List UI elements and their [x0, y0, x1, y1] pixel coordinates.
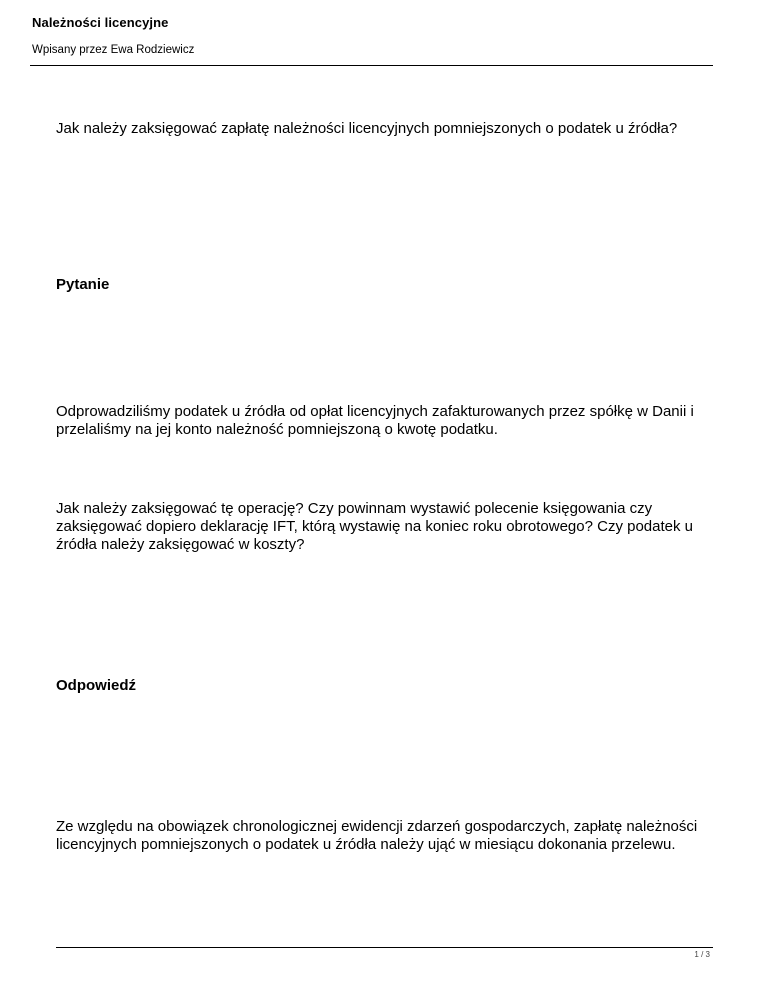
- document-author: Wpisany przez Ewa Rodziewicz: [32, 44, 195, 56]
- question-paragraph-1: Odprowadziliśmy podatek u źródła od opłat licencyjnych zafakturowanych przez spółkę w Danii i przelaliśmy na jej konto należność pomniejszoną o kwotę podatku.: [56, 403, 694, 438]
- question-intro-paragraph: Jak należy zaksięgować zapłatę należności licencyjnych pomniejszonych o podatek u źródła?: [56, 120, 678, 137]
- header-divider: [30, 65, 713, 66]
- question-paragraph-2: Jak należy zaksięgować tę operację? Czy powinnam wystawić polecenie księgowania czy zaksięgować dopiero deklarację IFT, którą wystawię na koniec roku obrotowego? Czy podatek u źródła należy zaksięgować w koszty?: [56, 500, 694, 553]
- page-number: 1 / 3: [694, 950, 710, 959]
- question-heading: Pytanie: [56, 276, 110, 293]
- document-title: Należności licencyjne: [32, 15, 169, 30]
- footer-divider: [56, 947, 713, 948]
- answer-heading: Odpowiedź: [56, 677, 136, 694]
- answer-paragraph-1: Ze względu na obowiązek chronologicznej ewidencji zdarzeń gospodarczych, zapłatę należności licencyjnych pomniejszonych o podatek u źródła należy ująć w miesiącu dokonania przelewu.: [56, 818, 698, 853]
